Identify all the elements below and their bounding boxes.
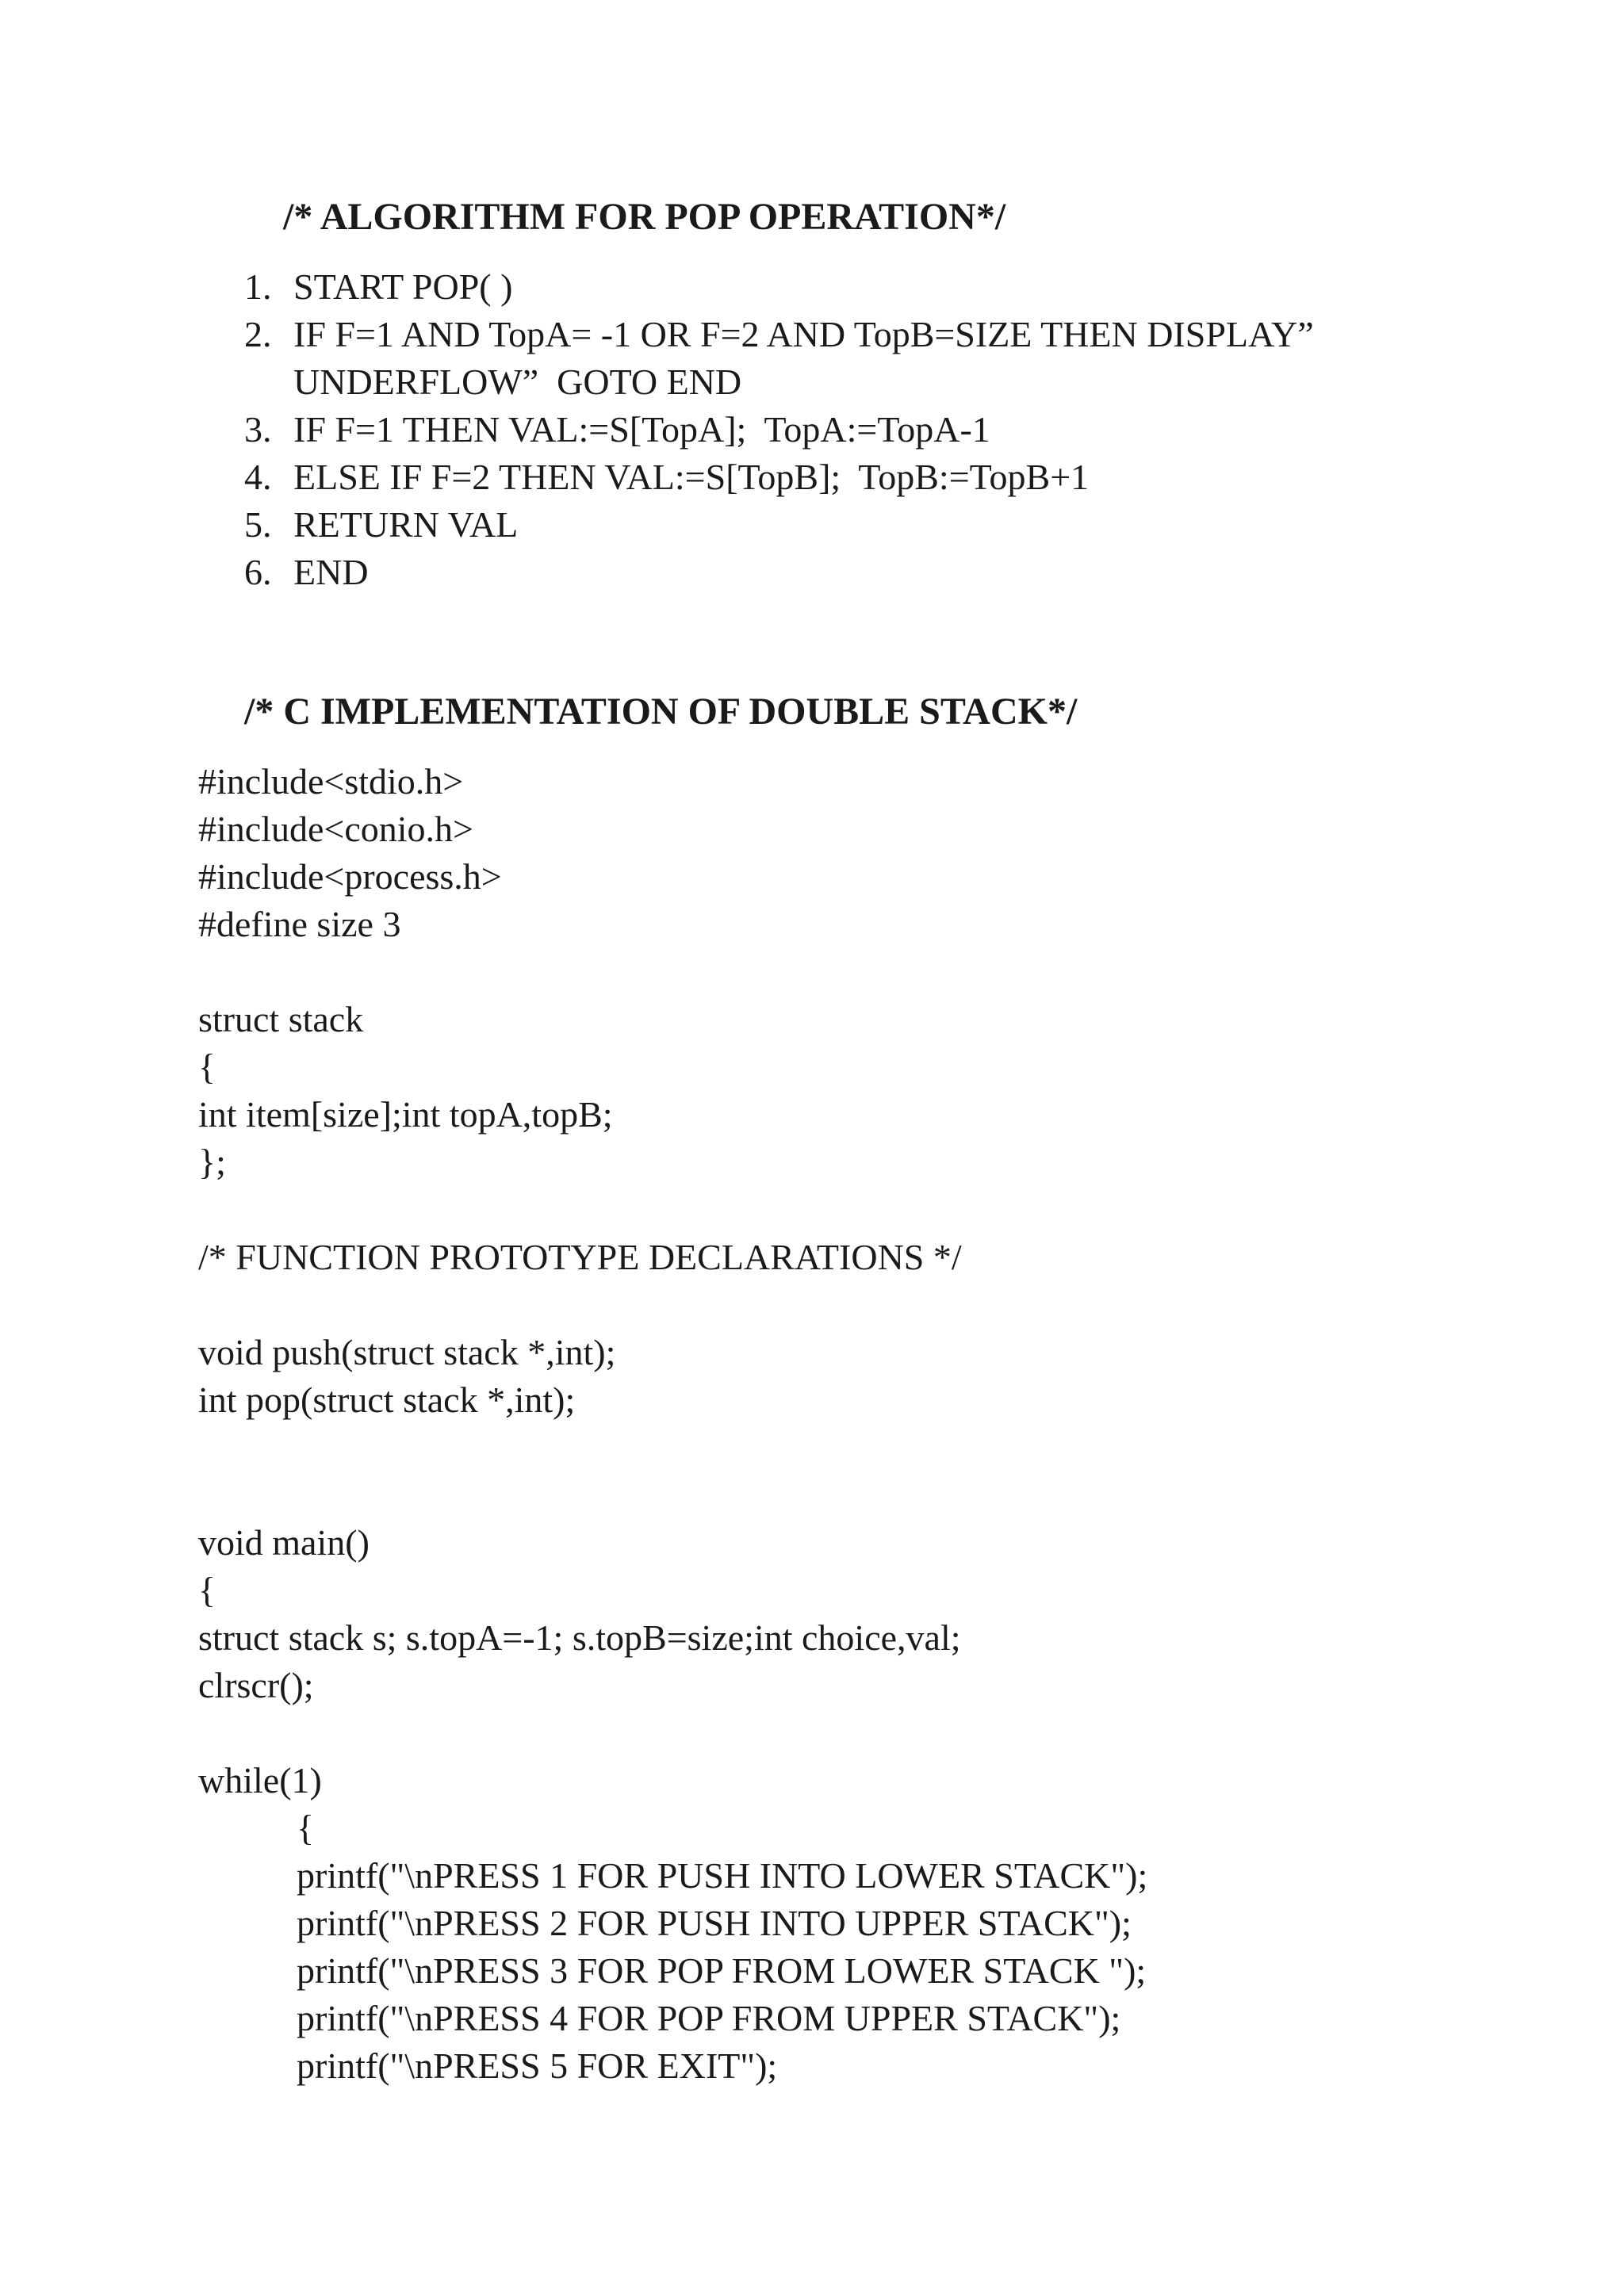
- code-blank-line: [198, 1186, 1546, 1234]
- step-number: 1.: [244, 266, 272, 307]
- step-number: 6.: [244, 552, 272, 592]
- c-implementation-heading: /* C IMPLEMENTATION OF DOUBLE STACK*/: [244, 691, 1078, 733]
- code-blank-line: [198, 948, 1546, 996]
- code-line: };: [198, 1142, 226, 1182]
- code-line: #include<conio.h>: [198, 809, 473, 849]
- pop-algorithm-heading: /* ALGORITHM FOR POP OPERATION*/: [283, 196, 1006, 238]
- code-line: {: [198, 1570, 216, 1610]
- algorithm-step: [244, 501, 1434, 549]
- code-line: while(1): [198, 1760, 322, 1800]
- step-number: 4.: [244, 457, 272, 497]
- code-line: printf("\nPRESS 4 FOR POP FROM UPPER STACK");: [297, 1998, 1121, 2038]
- step-text: ELSE IF F=2 THEN VAL:=S[TopB]; TopB:=TopB+1: [293, 457, 1090, 497]
- code-line: int pop(struct stack *,int);: [198, 1380, 576, 1420]
- code-line: void main(): [198, 1522, 370, 1563]
- algorithm-step: [244, 406, 1434, 453]
- code-line: void push(struct stack *,int);: [198, 1332, 616, 1372]
- code-line: printf("\nPRESS 2 FOR PUSH INTO UPPER STACK");: [297, 1903, 1132, 1943]
- code-line: printf("\nPRESS 3 FOR POP FROM LOWER STACK ");: [297, 1950, 1147, 1991]
- code-line: {: [198, 1047, 216, 1087]
- algorithm-step: [244, 263, 1434, 311]
- c-code-listing: [198, 758, 1546, 2090]
- algorithm-step: [244, 453, 1434, 501]
- code-blank-line: [198, 1424, 1546, 1471]
- code-line: {: [297, 1808, 315, 1848]
- code-line: #define size 3: [198, 904, 401, 944]
- step-text: START POP( ): [293, 266, 513, 307]
- algorithm-step: [244, 311, 1434, 406]
- step-text: IF F=1 AND TopA= -1 OR F=2 AND TopB=SIZE THEN DISPLAY” UNDERFLOW” GOTO END: [293, 314, 1314, 402]
- code-line: #include<process.h>: [198, 856, 502, 897]
- code-blank-line: [198, 1709, 1546, 1757]
- step-text: IF F=1 THEN VAL:=S[TopA]; TopA:=TopA-1: [293, 409, 990, 450]
- code-line: #include<stdio.h>: [198, 761, 464, 802]
- code-blank-line: [198, 1281, 1546, 1329]
- code-line: struct stack s; s.topA=-1; s.topB=size;int choice,val;: [198, 1617, 961, 1658]
- algorithm-step: [244, 549, 1434, 596]
- step-number: 5.: [244, 504, 272, 545]
- step-number: 3.: [244, 409, 272, 450]
- code-line: int item[size];int topA,topB;: [198, 1094, 613, 1135]
- pop-algorithm-steps: [244, 263, 1434, 596]
- code-line: printf("\nPRESS 1 FOR PUSH INTO LOWER STACK");: [297, 1855, 1148, 1896]
- code-line: printf("\nPRESS 5 FOR EXIT");: [297, 2045, 778, 2086]
- code-line: clrscr();: [198, 1665, 314, 1705]
- step-text: RETURN VAL: [293, 504, 519, 545]
- step-number: 2.: [244, 314, 272, 354]
- code-blank-line: [198, 1471, 1546, 1519]
- code-line: /* FUNCTION PROTOTYPE DECLARATIONS */: [198, 1237, 962, 1277]
- code-line: struct stack: [198, 999, 364, 1039]
- step-text: END: [293, 552, 369, 592]
